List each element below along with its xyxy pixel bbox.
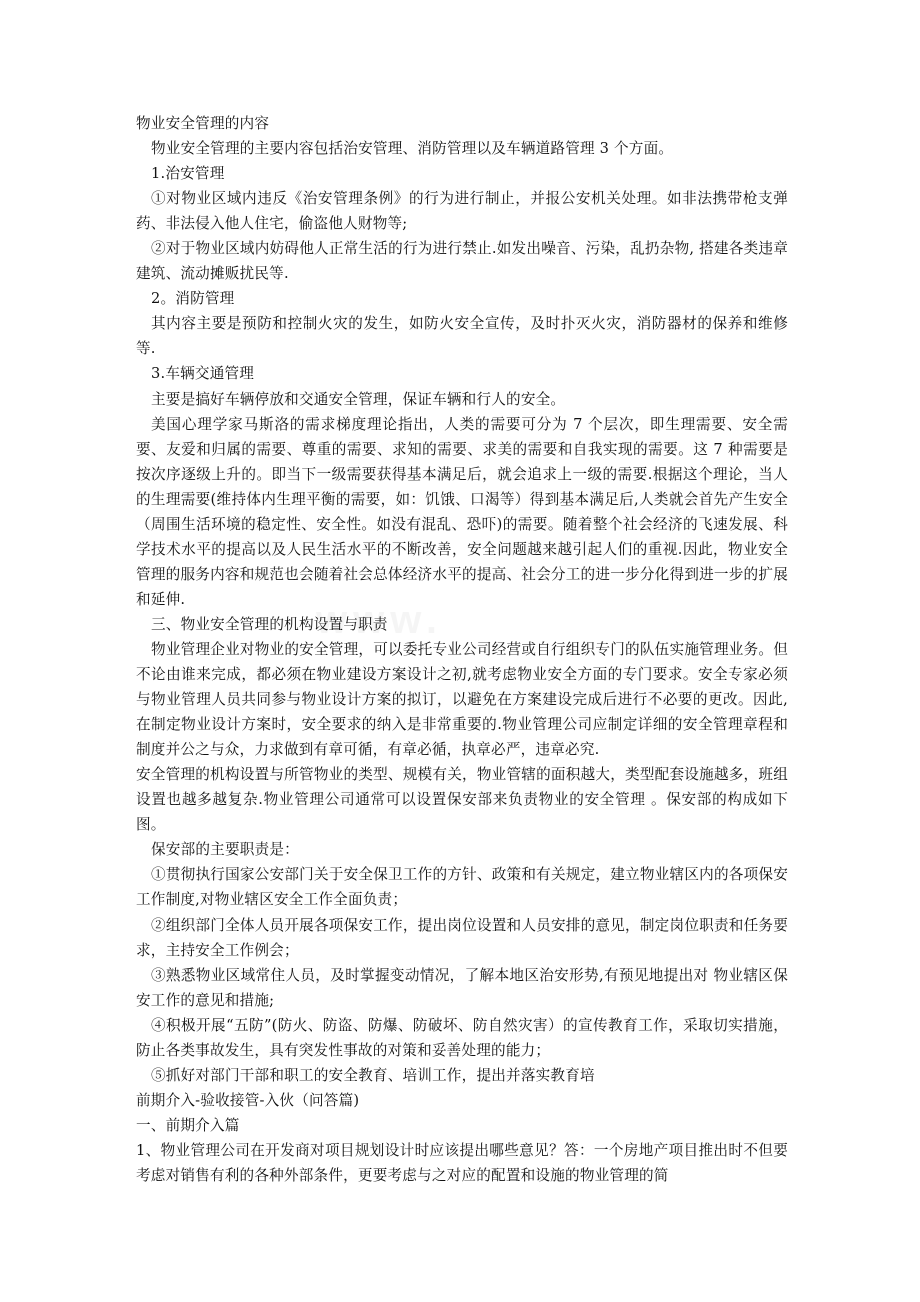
- doc-paragraph: 主要是搞好车辆停放和交通安全管理，保证车辆和行人的安全。: [151, 390, 566, 408]
- list-item: ②组织部门全体人员开展各项保安工作，提出岗位设置和人员安排的意见，制定岗位职责和任务要求，主持安全工作例会；: [136, 916, 788, 959]
- doc-paragraph: 1、物业管理公司在开发商对项目规划设计时应该提出哪些意见？答：一个房地产项目推出时不但要考虑对销售有利的各种外部条件，更要考虑与之对应的配置和设施的物业管理的简: [136, 1141, 788, 1184]
- doc-paragraph: 美国心理学家马斯洛的需求梯度理论指出，人类的需要可分为 7 个层次，即生理需要、安全需要、友爱和归属的需要、尊重的需要、求知的需要、求美的需要和自我实现的需要。这 7 种需要是按次序逐级上升的。即当下一级需要获得基本满足后，就会追求上一级的需要.根据这个理论，当人的生理需要(维持体内生理平衡的需要，如：饥饿、口渴等）得到基本满足后,人类就会首先产生安全（周围生活环境的稳定性、安全性。如没有混乱、恐吓)的需要。随着整个社会经济的飞速发展、科学技术水平的提高以及人民生活水平的不断改善，安全问题越来越引起人们的重视.因此，物业安全管理的服务内容和规范也会随着社会总体经济水平的提高、社会分工的进一步分化得到进一步的扩展和延伸.: [136, 415, 788, 608]
- doc-paragraph: 保安部的主要职责是：: [151, 841, 299, 859]
- list-item: ④积极开展“五防”(防火、防盗、防爆、防破坏、防自然灾害）的宣传教育工作，采取切实措施，防止各类事故发生，具有突发性事故的对策和妥善处理的能力；: [136, 1016, 788, 1059]
- doc-paragraph: ①对物业区域内违反《治安管理条例》的行为进行制止，并报公安机关处理。如非法携带枪支弹药、非法侵入他人住宅，偷盗他人财物等;: [136, 190, 788, 233]
- doc-heading: 前期介入-验收接管-入伙（问答篇): [136, 1091, 360, 1109]
- section-heading: 三、物业安全管理的机构设置与职责: [151, 615, 388, 633]
- doc-heading: 物业安全管理的内容: [136, 115, 270, 132]
- section-heading: 3.车辆交通管理: [151, 365, 255, 383]
- doc-paragraph: 物业安全管理的主要内容包括治安管理、消防管理以及车辆道路管理 3 个方面。: [151, 140, 674, 158]
- list-item: ①贯彻执行国家公安部门关于安全保卫工作的方针、政策和有关规定，建立物业辖区内的各项保安工作制度,对物业辖区安全工作全面负责；: [136, 866, 788, 909]
- doc-paragraph: 其内容主要是预防和控制火灾的发生，如防火安全宣传，及时扑灭火灾，消防器材的保养和维修等.: [136, 315, 788, 358]
- section-heading: 2。消防管理: [151, 290, 235, 308]
- section-heading: 一、前期介入篇: [136, 1116, 240, 1134]
- doc-paragraph: 物业管理企业对物业的安全管理，可以委托专业公司经营或自行组织专门的队伍实施管理业务。但不论由谁来完成，都必须在物业建设方案设计之初,就考虑物业安全方面的专门要求。安全专家必须与物业管理人员共同参与物业设计方案的拟订，以避免在方案建设完成后进行不必要的更改。因此,在制定物业设计方案时，安全要求的纳入是非常重要的.物业管理公司应制定详细的安全管理章程和制度并公之与众，力求做到有章可循，有章必循，执章必严，违章必究.: [136, 640, 788, 759]
- section-heading: 1.治安管理: [151, 165, 225, 183]
- document-body: [136, 111, 788, 1188]
- doc-paragraph: ②对于物业区域内妨碍他人正常生活的行为进行禁止.如发出噪音、污染，乱扔杂物, 搭建各类违章建筑、流动摊贩扰民等.: [136, 240, 788, 283]
- doc-paragraph: 安全管理的机构设置与所管物业的类型、规模有关，物业管辖的面积越大，类型配套设施越多，班组设置也越多越复杂.物业管理公司通常可以设置保安部来负责物业的安全管理 。保安部的构成如下图。: [136, 766, 788, 834]
- list-item: ③熟悉物业区域常住人员，及时掌握变动情况，了解本地区治安形势,有预见地提出对 物业辖区保安工作的意见和措施;: [136, 966, 788, 1009]
- list-item: ⑤抓好对部门干部和职工的安全教育、培训工作，提出并落实教育培: [151, 1066, 595, 1084]
